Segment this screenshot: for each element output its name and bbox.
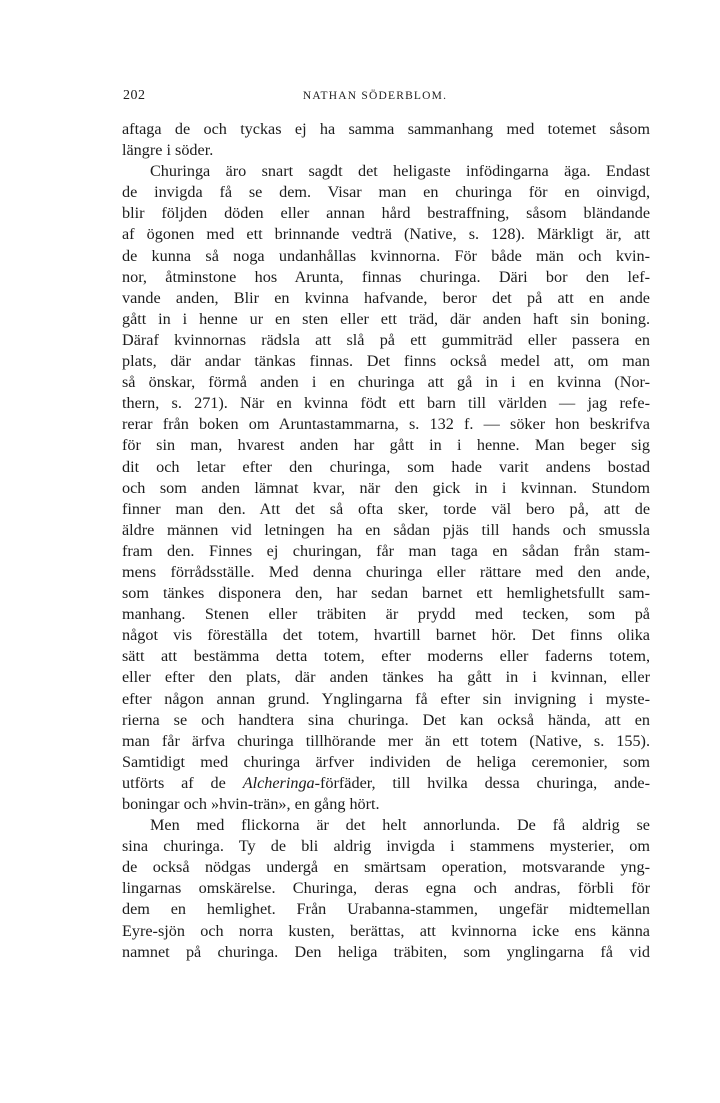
- text-line: plats, där andar tänkas finnas. Det finns också medel att, om man: [122, 352, 650, 371]
- text-line: Däraf kvinnornas rädsla att slå på ett gummiträd eller passera en: [122, 330, 650, 349]
- text-line: thern, s. 271). När en kvinna födt ett barn till världen — jag refe-: [122, 394, 650, 413]
- text-line: rierna se och handtera sina churinga. Det kan också hända, att en: [122, 710, 650, 729]
- text-line: namnet på churinga. Den heliga träbiten, som ynglingarna få vid: [122, 942, 650, 961]
- text-line: dit och letar efter den churinga, som hade varit andens bostad: [122, 457, 650, 476]
- text-line: aftaga de och tyckas ej ha samma sammanhang med totemet såsom: [122, 120, 650, 138]
- text-line: af ögonen med ett brinnande vedträ (Native, s. 128). Märkligt är, att: [122, 225, 650, 244]
- text-line: dem en hemlighet. Från Urabanna-stammen, ungefär midtemellan: [122, 900, 650, 919]
- text-line: manhang. Stenen eller träbiten är prydd med tecken, som på: [122, 605, 650, 624]
- text-line: de invigda få se dem. Visar man en churinga för en oinvigd,: [122, 183, 650, 202]
- text-line: Churinga äro snart sagdt det heligaste infödingarna äga. Endast: [150, 162, 650, 181]
- text-line: man får ärfva churinga tillhörande mer än ett totem (Native, s. 155).: [122, 731, 650, 750]
- text-line: något vis föreställa det totem, hvartill barnet hör. Det finns olika: [122, 626, 650, 645]
- text-line: sina churinga. Ty de bli aldrig invigda i stammens mysterier, om: [122, 837, 650, 856]
- text-line: mens förrådsställe. Med denna churinga eller rättare med den ande,: [122, 562, 650, 581]
- text-line: äldre männen vid letningen ha en sådan pjäs till hands och smussla: [122, 520, 650, 539]
- text-line: för sin man, hvarest anden har gått in i henne. Man beger sig: [122, 436, 650, 455]
- text-line: efter någon annan grund. Ynglingarna få efter sin invigning i myste-: [122, 689, 650, 708]
- text-line: lingarnas omskärelse. Churinga, deras egna och andras, förbli för: [122, 879, 650, 898]
- page-number: 202: [123, 88, 146, 103]
- body-text: [122, 119, 650, 963]
- text-line: så önskar, förmå anden i en churinga att gå in i en kvinna (Nor-: [122, 373, 650, 392]
- text-line: eller efter den plats, där anden tänkes ha gått in i kvinnan, eller: [122, 668, 650, 687]
- text-line: de kunna så noga undanhållas kvinnorna. För både män och kvin-: [122, 246, 650, 265]
- text-line: boningar och »hvin-trän», en gång hört.: [122, 795, 380, 813]
- text-line: fram den. Finnes ej churingan, får man taga en sådan från stam-: [122, 541, 650, 560]
- text-line: finner man den. Att det så ofta sker, torde väl bero på, att de: [122, 499, 650, 518]
- text-line: de också nödgas undergå en smärtsam operation, motsvarande yng-: [122, 858, 650, 877]
- text-line: Samtidigt med churinga ärfver individen de heliga ceremonier, som: [122, 752, 650, 771]
- text-line: blir följden döden eller annan hård bestraffning, såsom bländande: [122, 204, 650, 223]
- running-title: NATHAN SÖDERBLOM.: [302, 90, 448, 102]
- text-line: som tänkes disponera den, har sedan barnet ett hemlighetsfullt sam-: [122, 584, 650, 603]
- text-line: nor, åtminstone hos Arunta, finnas churinga. Däri bor den lef-: [122, 267, 650, 286]
- text-line: och som anden lämnat kvar, när den gick in i kvinnan. Stundom: [122, 478, 650, 497]
- text-line: Men med flickorna är det helt annorlunda. De få aldrig se: [150, 816, 650, 835]
- text-line: längre i söder.: [122, 141, 214, 160]
- italic-term: Alcheringa: [242, 773, 315, 792]
- text-line: sätt att bestämma detta totem, efter moderns eller faderns totem,: [122, 647, 650, 666]
- text-segment: utförts af de: [122, 773, 243, 792]
- text-line: Eyre-sjön och norra kusten, berättas, att kvinnorna icke ens känna: [122, 921, 650, 940]
- text-segment: -förfäder, till hvilka dessa churinga, ande-: [314, 773, 650, 792]
- text-line: vande anden, Blir en kvinna hafvande, beror det på att en ande: [122, 288, 650, 307]
- text-line: rerar från boken om Aruntastammarna, s. 132 f. — söker hon beskrifva: [122, 415, 650, 434]
- text-line: gått in i henne ur en sten eller ett träd, där anden haft sin boning.: [122, 309, 650, 328]
- text-line-with-italic: [122, 773, 650, 794]
